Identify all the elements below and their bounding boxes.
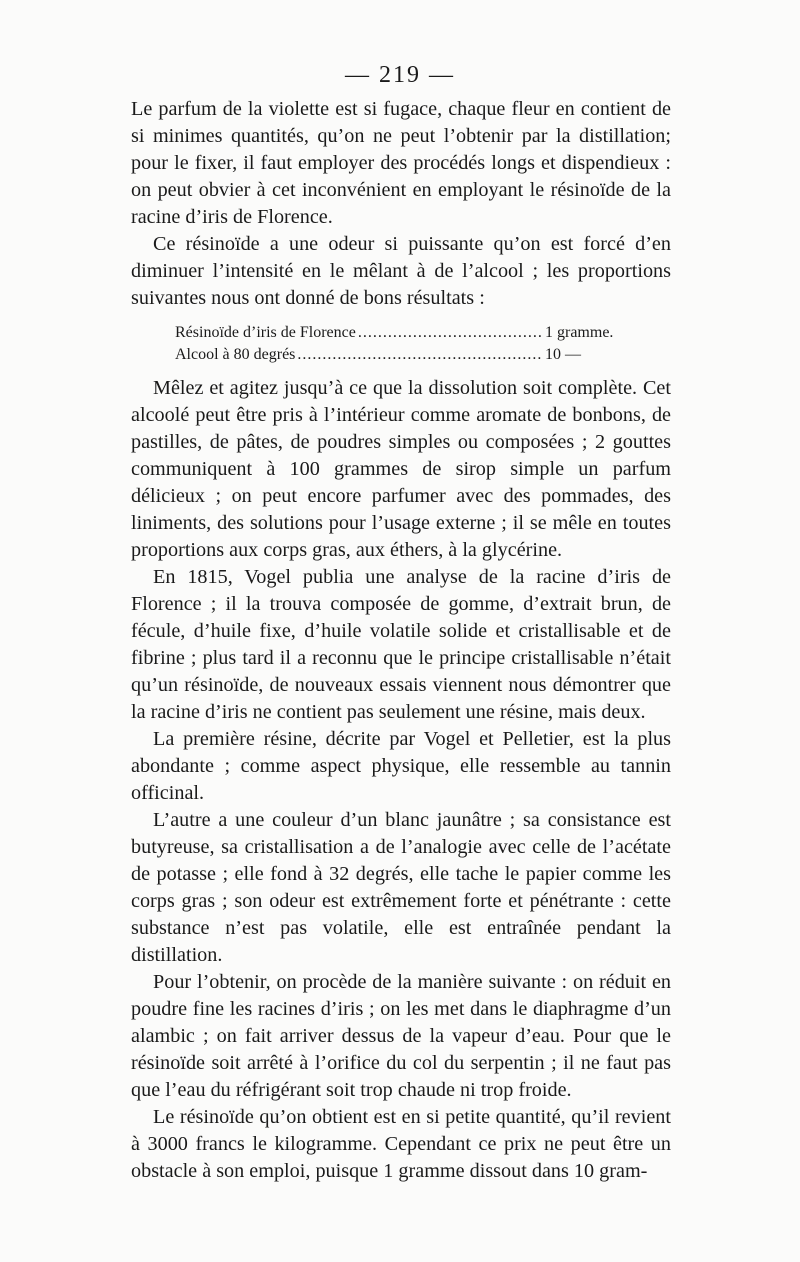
recipe-list [131,322,671,366]
paragraph: Mêlez et agitez jusqu’à ce que la dissolution soit complète. Cet alcoolé peut être pris à l’intérieur comme aromate de bonbons, de pastilles, de pâtes, de poudres simples ou composées ; 2 gouttes communiquent à 100 grammes de sirop simple un parfum délicieux ; on peut encore parfumer avec des pommades, des liniments, des solutions pour l’usage externe ; il se mêle en toutes proportions aux corps gras, aux éthers, à la glycérine. [131,377,671,561]
ingredient-name: Alcool à 80 degrés [175,346,296,363]
paragraph: Ce résinoïde a une odeur si puissante qu’on est forcé d’en diminuer l’intensité en le mêlant à de l’alcool ; les proportions suivantes nous ont donné de bons résultats : [131,233,671,309]
ingredient-name: Résinoïde d’iris de Florence [175,324,356,341]
paragraph: La première résine, décrite par Vogel et Pelletier, est la plus abondante ; comme aspect physique, elle ressemble au tannin officinal. [131,728,671,804]
ingredient-amount: 10 — [545,346,581,363]
paragraph: En 1815, Vogel publia une analyse de la racine d’iris de Florence ; il la trouva composée de gomme, d’extrait brun, de fécule, d’huile fixe, d’huile volatile solide et cristallisable et de fibrine ; plus tard il a reconnu que le principe cristallisable n’était qu’un résinoïde, de nouveaux essais viennent nous démontrer que la racine d’iris ne contient pas seulement une résine, mais deux. [131,566,671,723]
recipe-row [131,344,645,366]
dot-leader [297,344,543,366]
ingredient-amount: 1 gramme. [545,324,614,341]
body-text [131,96,671,1185]
paragraph: Le résinoïde qu’on obtient est en si petite quantité, qu’il revient à 3000 francs le kilogramme. Cependant ce prix ne peut être un obstacle à son emploi, puisque 1 gramme dissout dans 10 gram- [131,1106,671,1182]
dot-leader [358,322,543,344]
page-number: — 219 — [345,62,455,88]
paragraph: Le parfum de la violette est si fugace, chaque fleur en contient de si minimes quantités, qu’on ne peut l’obtenir par la distillation; pour le fixer, il faut employer des procédés longs et dispendieux : on peut obvier à cet inconvénient en employant le résinoïde de la racine d’iris de Florence. [131,98,671,228]
paragraph: L’autre a une couleur d’un blanc jaunâtre ; sa consistance est butyreuse, sa cristallisation a de l’analogie avec celle de l’acétate de potasse ; elle fond à 32 degrés, elle tache le papier comme les corps gras ; son odeur est extrêmement forte et pénétrante : cette substance n’est pas volatile, elle est entraînée pendant la distillation. [131,809,671,966]
paragraph: Pour l’obtenir, on procède de la manière suivante : on réduit en poudre fine les racines d’iris ; on les met dans le diaphragme d’un alambic ; on fait arriver dessus de la vapeur d’eau. Pour que le résinoïde soit arrêté à l’orifice du col du serpentin ; il ne faut pas que l’eau du réfrigérant soit trop chaude ni trop froide. [131,971,671,1101]
recipe-row [131,322,645,344]
